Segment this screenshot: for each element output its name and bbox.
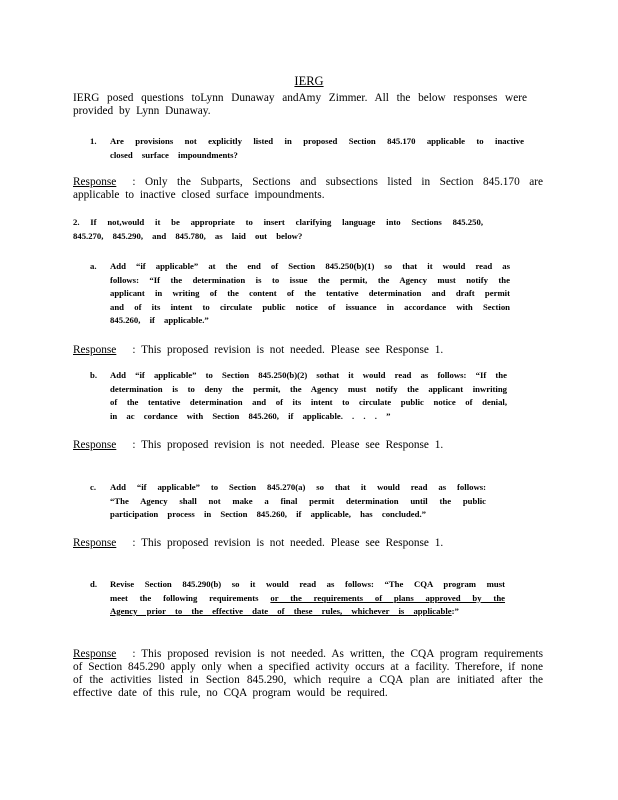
item-d-text-underlined: or the requirements of plans approved by the Agency prior to the effective date of these rules, whichever is applicable [110, 592, 506, 616]
response-label: Response [73, 176, 117, 188]
response-label: Response [73, 537, 117, 549]
response-label: Response [73, 439, 117, 451]
item-b-response [73, 439, 543, 452]
q1-number: 1. [90, 136, 97, 146]
response-text: : This proposed revision is not needed. Please see Response 1. [132, 439, 444, 451]
title-text: IERG [294, 74, 324, 88]
response-text: : This proposed revision is not needed. As written, the CQA program requirements of Section 845.290 apply only when a specified activity occurs at a facility. Therefore, if none of the activities listed in Section 845.290, which require a CQA plan are initiated after the effective date of this rule, no CQA program would be required. [73, 648, 543, 699]
item-a-response [73, 344, 543, 357]
q2-text: 2. If not,would it be appropriate to insert clarifying language into Sections 845.250, 845.270, 845.290, and 845.780, as laid out below? [73, 217, 483, 241]
item-a-text: Add “if applicable” at the end of Section 845.250(b)(1) so that it would read as follows: “If the determination is to issue the permit, the Agency must notify the applicant in writing of the content of the tentative determination and draft permit and of its intent to circulate public notice of issuance in accordance with Section 845.260, if applicable.” [110, 261, 510, 325]
item-d-text-plain: Revise Section 845.290(b) so it would read as follows: “The CQA program must meet the following requirements [110, 579, 505, 603]
item-b-text: Add “if applicable” to Section 845.250(b)(2) sothat it would read as follows: “If the determination is to deny the permit, the Agency must notify the applicant inwriting of the tentative determination and of its intent to circulate public notice of denial, in ac cordance with Section 845.260, if applicable. . . . ” [110, 370, 507, 421]
item-c-letter: c. [90, 482, 97, 492]
response-label: Response [73, 344, 117, 356]
intro-paragraph: IERG posed questions toLynn Dunaway andAmy Zimmer. All the below responses were provided by Lynn Dunaway. [73, 92, 527, 117]
item-d-text [110, 578, 505, 619]
item-b-letter: b. [90, 370, 98, 380]
q1-text: Are provisions not explicitly listed in proposed Section 845.170 applicable to inactive closed surface impoundments? [110, 136, 524, 160]
item-c-response [73, 537, 543, 550]
page-title [0, 74, 618, 89]
response-text: : Only the Subparts, Sections and subsections listed in Section 845.170 are applicable to inactive closed surface impoundments. [73, 176, 543, 201]
item-a-letter: a. [90, 261, 97, 271]
response-text: : This proposed revision is not needed. Please see Response 1. [132, 344, 444, 356]
item-d-letter: d. [90, 579, 98, 589]
response-label: Response [73, 648, 117, 660]
q1-response [73, 176, 543, 202]
item-c-text: Add “if applicable” to Section 845.270(a) so that it would read as follows: “The Agency shall not make a final permit determination until the public participation process in Section 845.260, if applicable, has concluded.” [110, 482, 486, 519]
response-text: : This proposed revision is not needed. Please see Response 1. [132, 537, 444, 549]
item-d-text-end: :” [451, 606, 459, 616]
item-d-response [73, 648, 543, 700]
